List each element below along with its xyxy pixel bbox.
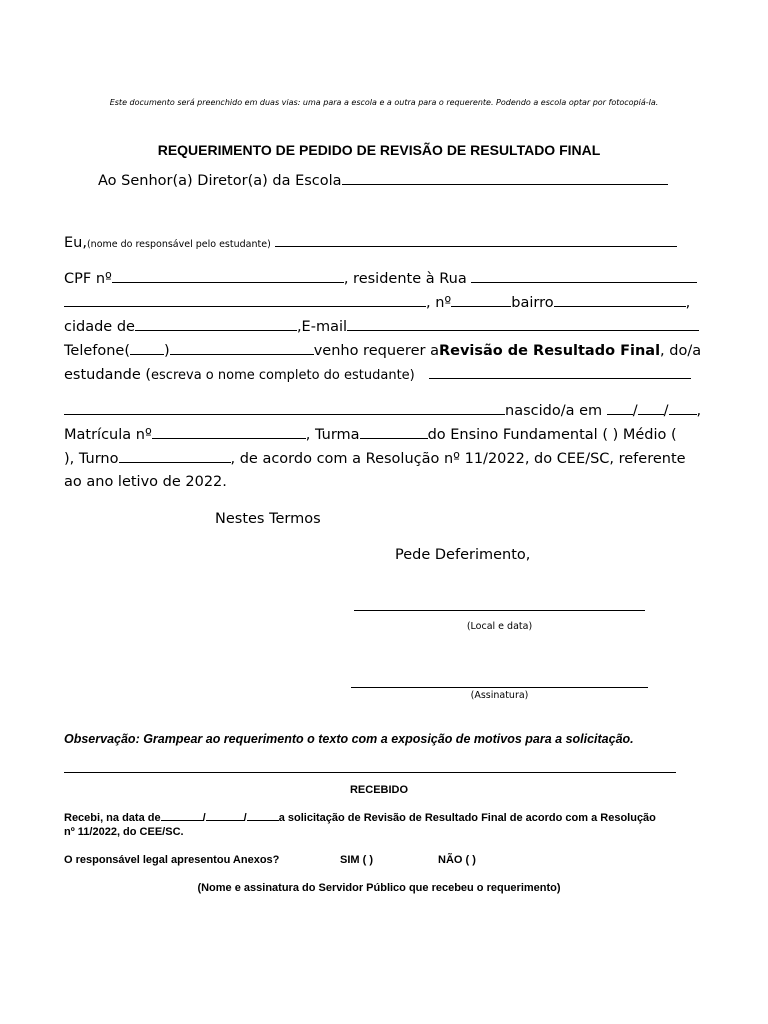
turno-label: ), Turno xyxy=(64,451,119,467)
nascido-label: nascido/a em xyxy=(505,403,603,419)
separator-line xyxy=(64,772,676,773)
birth-month-field[interactable] xyxy=(638,402,664,415)
ano-letivo-text: ao ano letivo de 2022. xyxy=(64,474,227,490)
nascido-comma: , xyxy=(696,403,702,419)
pede-deferimento-text: Pede Deferimento, xyxy=(395,547,531,563)
student-name-continuation-field[interactable] xyxy=(64,402,505,415)
turma-field[interactable] xyxy=(360,426,428,439)
recebi-line-2: nº 11/2022, do CEE/SC. xyxy=(64,826,184,838)
ensino-text: do Ensino Fundamental ( ) Médio ( xyxy=(427,427,677,443)
cpf-line xyxy=(64,270,697,287)
observacao-text: Observação: Grampear ao requerimento o texto com a exposição de motivos para a solicitação. xyxy=(64,732,634,746)
residente-label: , residente à Rua xyxy=(343,271,467,287)
telefone-label: Telefone( xyxy=(64,343,131,359)
receipt-year-field[interactable] xyxy=(247,811,279,821)
turma-label: , Turma xyxy=(305,427,360,443)
name-line xyxy=(64,234,677,251)
receipt-month-field[interactable] xyxy=(206,811,244,821)
bairro-label: bairro xyxy=(511,295,554,311)
nestes-termos-text: Nestes Termos xyxy=(215,511,321,527)
phone-field[interactable] xyxy=(170,342,314,355)
revisao-bold-text: Revisão de Resultado Final xyxy=(438,343,661,359)
bairro-field[interactable] xyxy=(554,294,686,307)
resolucao-text: , de acordo com a Resolução nº 11/2022, do CEE/SC, referente xyxy=(230,451,686,467)
document-title: REQUERIMENTO DE PEDIDO DE REVISÃO DE RESULTADO FINAL xyxy=(157,142,601,158)
area-code-field[interactable] xyxy=(130,342,164,355)
house-number-field[interactable] xyxy=(451,294,511,307)
receipt-slash-2: / xyxy=(243,812,247,824)
recebi-line xyxy=(64,811,656,824)
responsible-name-field[interactable] xyxy=(275,234,677,247)
address-line xyxy=(64,294,690,311)
local-data-label: (Local e data) xyxy=(466,621,533,632)
venho-text: venho requerer a xyxy=(313,343,439,359)
receipt-slash-1: / xyxy=(202,812,206,824)
nascido-line xyxy=(64,402,701,419)
receipt-day-field[interactable] xyxy=(161,811,203,821)
telefone-label-group xyxy=(64,342,439,359)
sim-option[interactable]: SIM ( ) xyxy=(340,854,373,866)
bairro-comma: , xyxy=(685,295,691,311)
cpf-field[interactable] xyxy=(112,270,344,283)
servidor-note: (Nome e assinatura do Servidor Público que recebeu o requerimento) xyxy=(197,882,561,894)
eu-hint: (nome do responsável pelo estudante) xyxy=(86,239,271,250)
anexos-question: O responsável legal apresentou Anexos? xyxy=(64,854,280,866)
city-email-line xyxy=(64,318,699,335)
assinatura-line[interactable] xyxy=(351,687,648,688)
matricula-label: Matrícula nº xyxy=(64,427,152,443)
nao-option[interactable]: NÃO ( ) xyxy=(438,854,476,866)
estudande-label: estudande ( xyxy=(64,367,152,383)
addressee-label: Ao Senhor(a) Diretor(a) da Escola xyxy=(98,173,342,189)
cpf-label: CPF nº xyxy=(64,271,112,287)
telefone-close: ) xyxy=(164,343,170,359)
city-field[interactable] xyxy=(135,318,297,331)
header-note: Este documento será preenchido em duas vias: uma para a escola e a outra para o requerente. Podendo a escola optar por fotocopiá-la. xyxy=(109,98,659,107)
street-continuation-field[interactable] xyxy=(64,294,426,307)
email-field[interactable] xyxy=(347,318,699,331)
email-label: ,E-mail xyxy=(296,319,348,335)
school-name-field[interactable] xyxy=(342,172,668,185)
cidade-label: cidade de xyxy=(64,319,135,335)
addressee-line xyxy=(98,172,668,189)
eu-label: Eu, xyxy=(64,235,87,251)
estudante-hint: escreva o nome completo do estudante) xyxy=(151,368,415,383)
turno-field[interactable] xyxy=(119,450,231,463)
local-data-line[interactable] xyxy=(354,610,645,611)
student-name-field[interactable] xyxy=(429,366,691,379)
recebido-title: RECEBIDO xyxy=(349,784,409,796)
street-field[interactable] xyxy=(471,270,697,283)
matricula-field[interactable] xyxy=(152,426,306,439)
recebi-prefix: Recebi, na data de xyxy=(64,812,161,824)
doa-text: , do/a xyxy=(660,343,702,359)
telefone-line xyxy=(64,342,702,359)
numero-label: , nº xyxy=(426,295,452,311)
slash-1: / xyxy=(632,403,638,419)
birth-year-field[interactable] xyxy=(669,402,697,415)
matricula-line xyxy=(64,426,677,443)
birth-day-field[interactable] xyxy=(607,402,633,415)
slash-2: / xyxy=(663,403,669,419)
recebi-suffix: a solicitação de Revisão de Resultado Final de acordo com a Resolução xyxy=(278,812,656,824)
estudante-line xyxy=(64,366,691,383)
assinatura-label: (Assinatura) xyxy=(470,690,529,701)
turno-line xyxy=(64,450,686,467)
